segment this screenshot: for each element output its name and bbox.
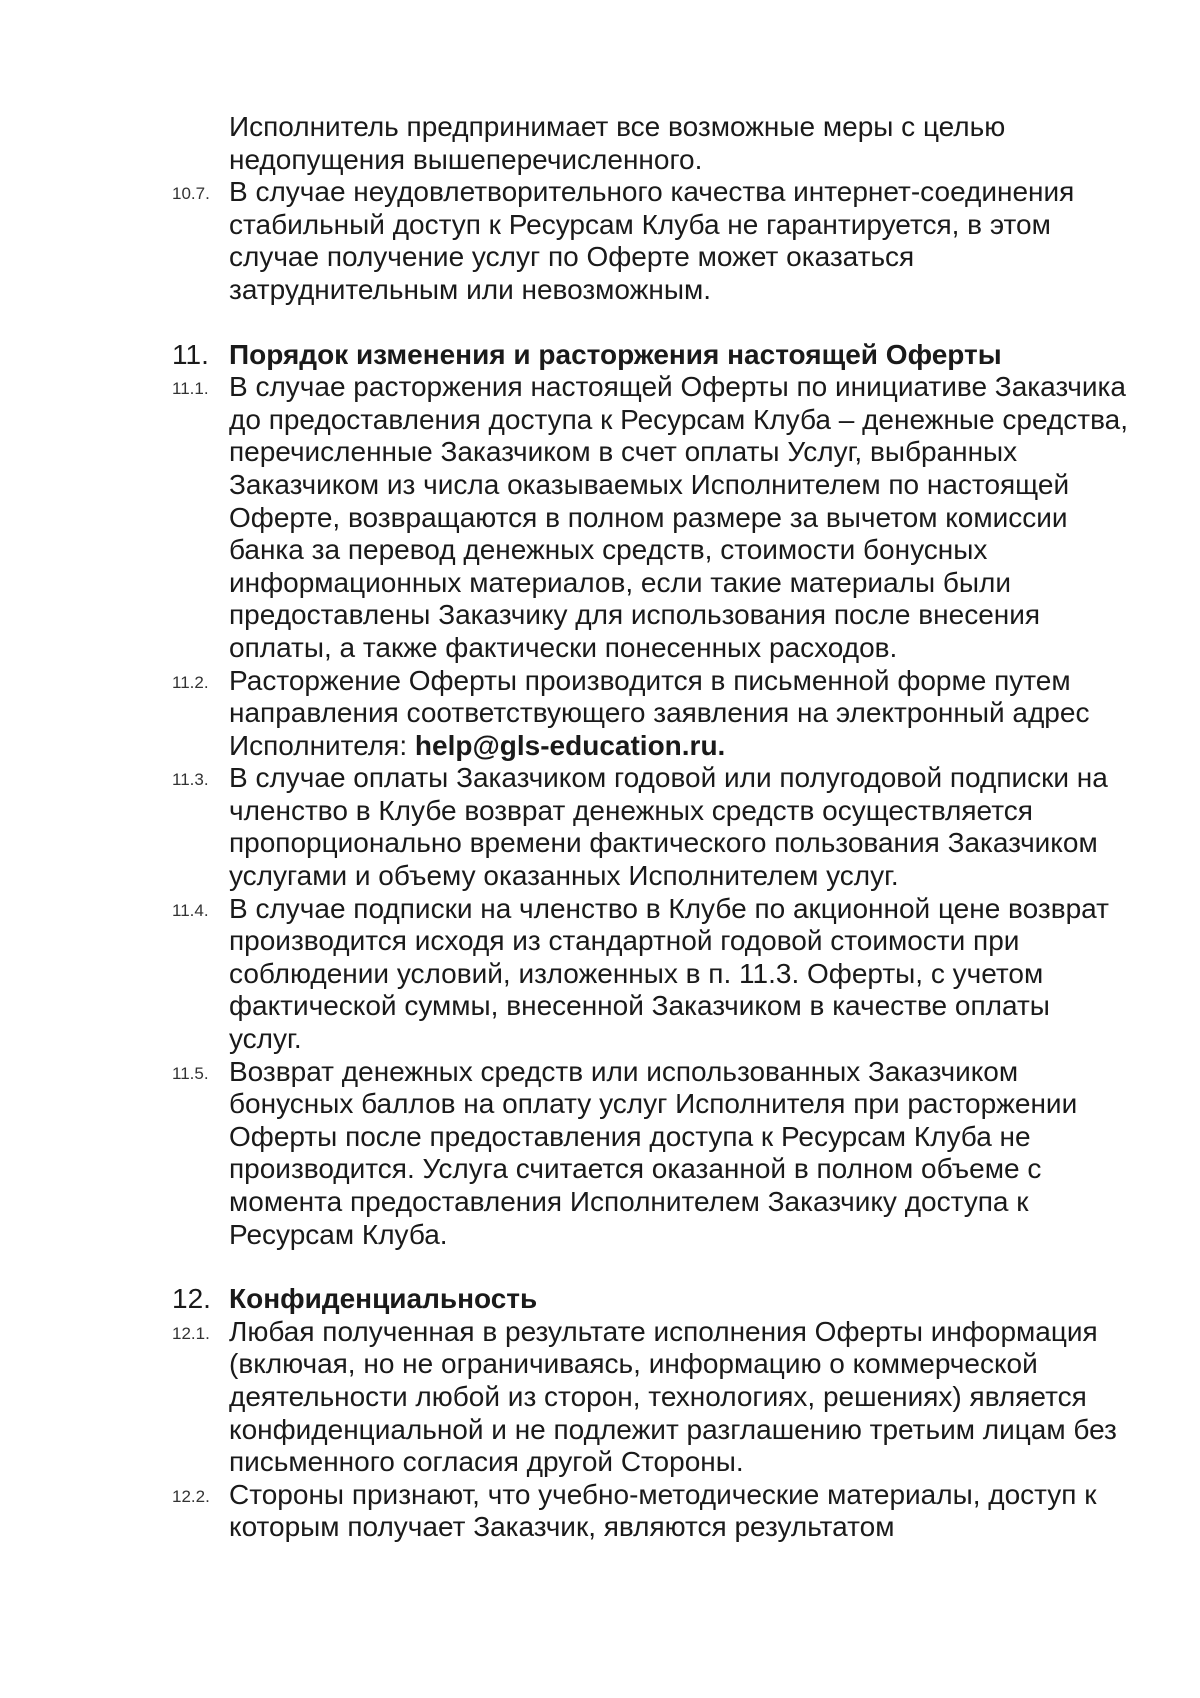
clause-11-4 <box>172 893 1132 1056</box>
clause-number: 10.7. <box>172 184 210 204</box>
clause-11-1 <box>172 371 1132 664</box>
clause-number: 11.5. <box>172 1063 209 1083</box>
clause-text-container <box>229 665 1129 763</box>
section-11-heading <box>172 339 1132 372</box>
clause-10-7 <box>172 176 1132 306</box>
clause-12-2 <box>172 1479 1132 1544</box>
section-number: 11. <box>172 338 209 370</box>
clause-text: Возврат денежных средств или использованных Заказчиком бонусных баллов на оплату услуг Исполнителя при расторжении Оферты после предоставления доступа к Ресурсам Клуба не производится. Услуга считается оказанной в полном объеме с момента предоставления Исполнителем Заказчику доступа к Ресурсам Клуба. <box>229 1055 1078 1250</box>
section-title: Конфиденциальность <box>229 1283 538 1315</box>
section-title: Порядок изменения и расторжения настоящей Оферты <box>229 338 1002 370</box>
clause-number: 11.4. <box>172 900 209 920</box>
clause-text: В случае неудовлетворительного качества интернет-соединения стабильный доступ к Ресурсам Клуба не гарантируется, в этом случае получение услуг по Оферте может оказаться затруднительным или невозможным. <box>229 176 1075 305</box>
clause-text: Любая полученная в результате исполнения Оферты информация (включая, но не ограничиваясь, информацию о коммерческой деятельности любой из сторон, технологиях, решениях) является конфиденциальной и не подлежит разглашению третьим лицам без письменного согласия другой Стороны. <box>229 1315 1117 1478</box>
paragraph-continuation <box>172 111 1132 176</box>
document-content <box>172 111 1132 1544</box>
section-12-heading <box>172 1283 1132 1316</box>
clause-text: В случае подписки на членство в Клубе по акционной цене возврат производится исходя из стандартной годовой стоимости при соблюдении условий, изложенных в п. 11.3. Оферты, с учетом фактической суммы, внесенной Заказчиком в качестве оплаты услуг. <box>229 892 1109 1055</box>
clause-text: В случае расторжения настоящей Оферты по инициативе Заказчика до предоставления доступа к Ресурсам Клуба – денежные средства, перечисленные Заказчиком в счет оплаты Услуг, выбранных Заказчиком из числа оказываемых Исполнителем по настоящей Оферте, возвращаются в полном размере за вычетом комиссии банка за перевод денежных средств, стоимости бонусных информационных материалов, если такие материалы были предоставлены Заказчику для использования после внесения оплаты, а также фактически понесенных расходов. <box>229 371 1128 663</box>
clause-text: В случае оплаты Заказчиком годовой или полугодовой подписки на членство в Клубе возврат денежных средств осуществляется пропорционально времени фактического пользования Заказчиком услугами и объему оказанных Исполнителем услуг. <box>229 762 1108 892</box>
clause-number: 11.3. <box>172 770 209 790</box>
clause-number: 11.1. <box>172 379 209 399</box>
clause-12-1 <box>172 1316 1132 1479</box>
clause-11-3 <box>172 762 1132 892</box>
section-spacer <box>172 1251 1132 1283</box>
clause-text: Расторжение Оферты производится в письменной форме путем направления соответствующего заявления на электронный адрес Исполнителя: <box>229 664 1090 761</box>
email-address: help@gls-education.ru. <box>414 729 726 761</box>
clause-text: Стороны признают, что учебно-методические материалы, доступ к которым получает Заказчик, являются результатом <box>229 1478 1097 1543</box>
clause-number: 12.2. <box>172 1486 210 1506</box>
clause-number: 12.1. <box>172 1323 210 1343</box>
section-spacer <box>172 307 1132 339</box>
clause-11-5 <box>172 1056 1132 1252</box>
clause-11-2 <box>172 665 1132 763</box>
clause-number: 11.2. <box>172 672 209 692</box>
section-number: 12. <box>172 1283 211 1315</box>
paragraph-text: Исполнитель предпринимает все возможные меры с целью недопущения вышеперечисленного. <box>229 111 1006 175</box>
